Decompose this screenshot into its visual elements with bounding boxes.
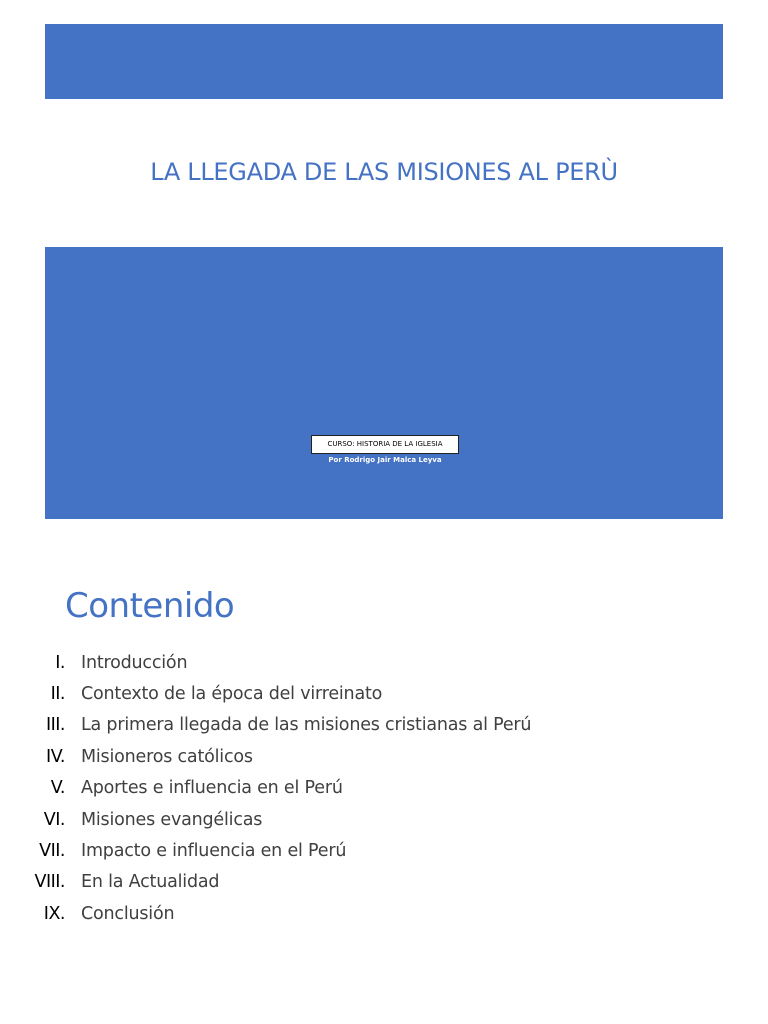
contents-item-text: La primera llegada de las misiones cristianas al Perú (81, 715, 532, 736)
contents-list-item (0, 741, 768, 772)
contents-item-text: En la Actualidad (81, 872, 220, 893)
contents-item-text: Misiones evangélicas (81, 809, 263, 830)
subtitle-panel (45, 247, 723, 519)
contents-item-number: IV. (46, 746, 65, 767)
contents-list-item (0, 773, 768, 804)
contents-item-text: Conclusión (81, 903, 175, 924)
contents-list-item (0, 804, 768, 835)
contents-item-number: VII. (39, 841, 65, 862)
contents-list-item (0, 835, 768, 866)
contents-item-number: VIII. (34, 872, 65, 893)
contents-item-number: II. (50, 684, 65, 705)
contents-heading: Contenido (65, 586, 235, 626)
contents-list (0, 647, 768, 930)
contents-item-text: Impacto e influencia en el Perú (81, 841, 347, 862)
contents-item-text: Misioneros católicos (81, 746, 253, 767)
course-label-box: CURSO: HISTORIA DE LA IGLESIA (311, 435, 459, 454)
contents-item-number: V. (50, 778, 65, 799)
title-top-band (45, 24, 723, 99)
contents-item-text: Contexto de la época del virreinato (81, 684, 383, 705)
contents-list-item (0, 898, 768, 929)
contents-item-text: Aportes e influencia en el Perú (81, 778, 343, 799)
presentation-title: LA LLEGADA DE LAS MISIONES AL PERÙ (150, 158, 618, 186)
contents-item-text: Introducción (81, 652, 188, 673)
contents-item-number: VI. (43, 809, 65, 830)
contents-list-item (0, 678, 768, 709)
contents-item-number: I. (55, 652, 65, 673)
contents-list-item (0, 710, 768, 741)
contents-item-number: III. (45, 715, 65, 736)
author-line: Por Rodrigo Jair Malca Leyva (328, 456, 442, 464)
contents-list-item (0, 867, 768, 898)
contents-item-number: IX. (43, 903, 65, 924)
contents-list-item (0, 647, 768, 678)
